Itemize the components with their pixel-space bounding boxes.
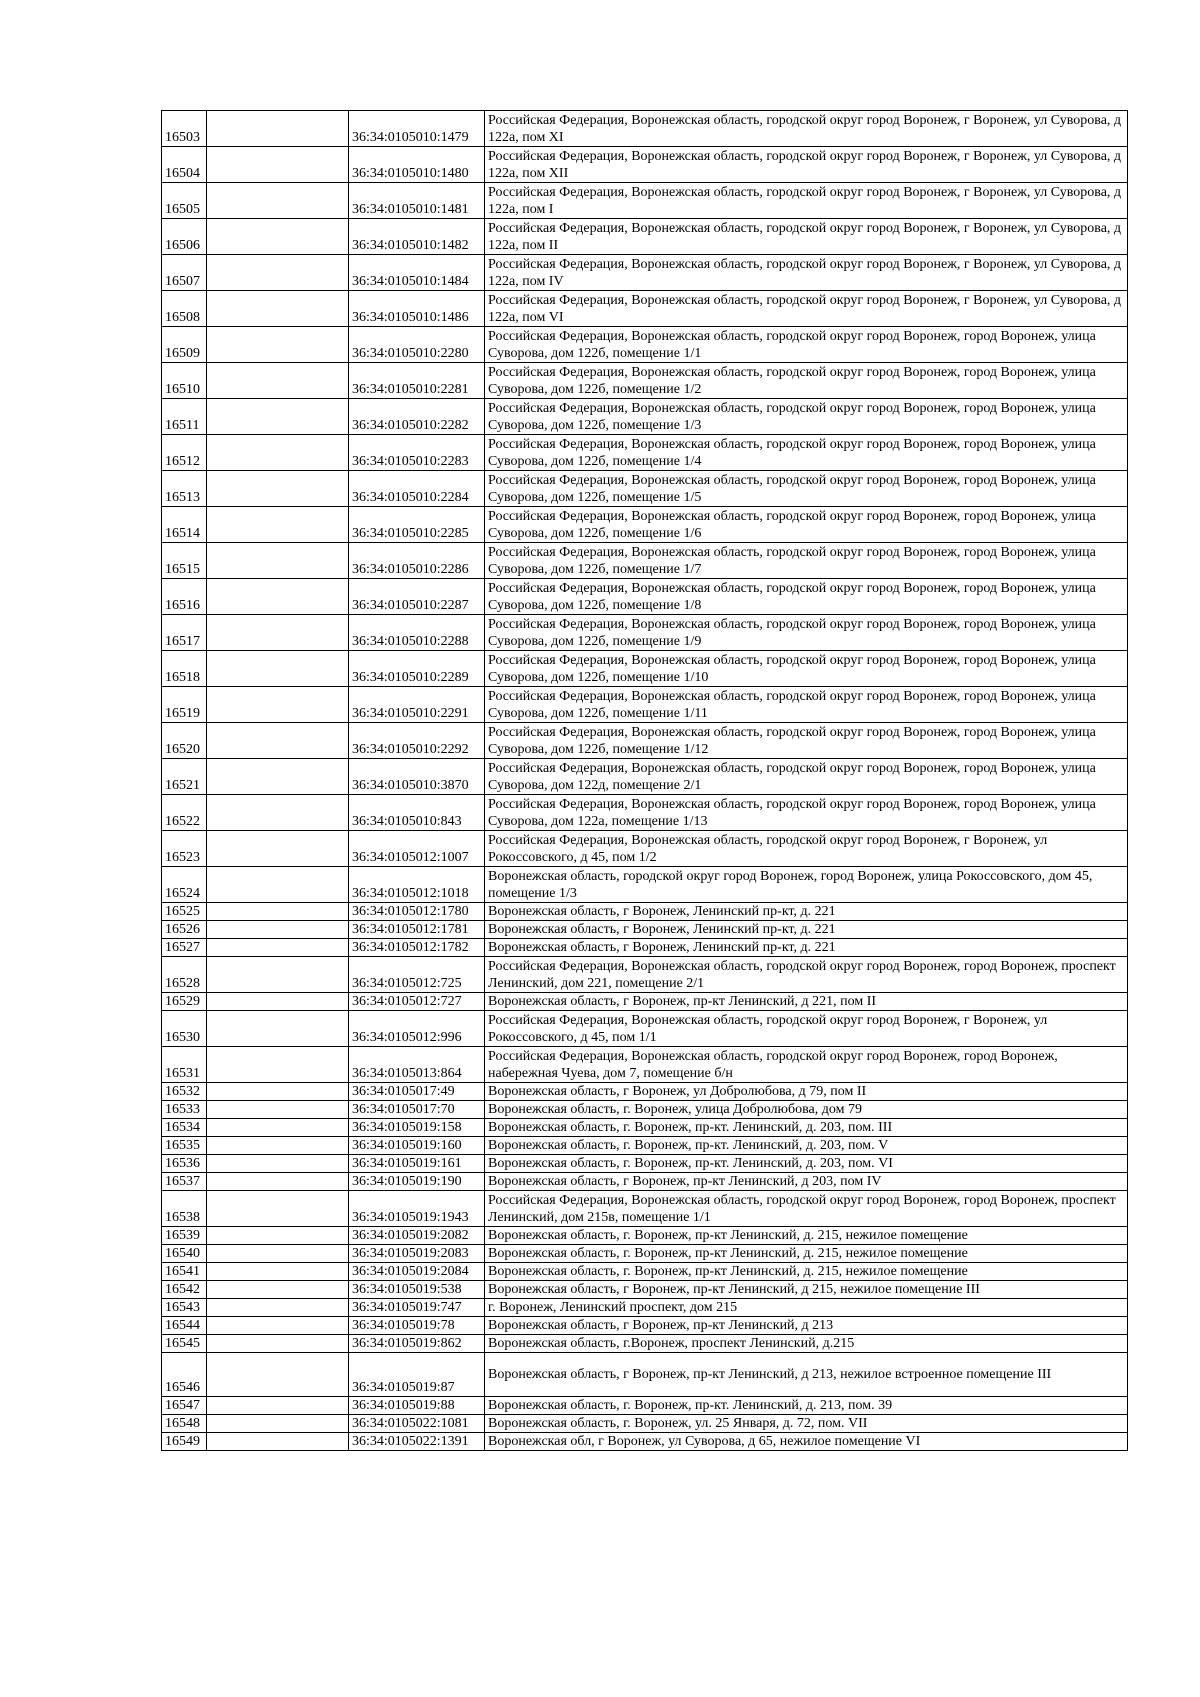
cadastral-number-cell: 36:34:0105010:2284 bbox=[349, 471, 485, 507]
table-row bbox=[162, 939, 1128, 957]
table-row bbox=[162, 759, 1128, 795]
address-cell: Российская Федерация, Воронежская область, городской округ город Воронеж, город Воронеж, улица Суворова, дом 122б, помещение 1/8 bbox=[485, 579, 1128, 615]
empty-cell bbox=[207, 1155, 349, 1173]
empty-cell bbox=[207, 723, 349, 759]
address-cell: Воронежская область, г Воронеж, пр-кт Ленинский, д 213 bbox=[485, 1317, 1128, 1335]
cadastral-number-cell: 36:34:0105010:1481 bbox=[349, 183, 485, 219]
address-cell: Российская Федерация, Воронежская область, городской округ город Воронеж, г Воронеж, ул Рокоссовского, д 45, пом 1/1 bbox=[485, 1011, 1128, 1047]
table-row bbox=[162, 1047, 1128, 1083]
registry-table bbox=[161, 110, 1128, 1451]
cadastral-number-cell: 36:34:0105010:1486 bbox=[349, 291, 485, 327]
empty-cell bbox=[207, 1299, 349, 1317]
address-cell: Воронежская область, г. Воронеж, пр-кт Ленинский, д. 215, нежилое помещение bbox=[485, 1227, 1128, 1245]
empty-cell bbox=[207, 615, 349, 651]
empty-cell bbox=[207, 291, 349, 327]
empty-cell bbox=[207, 831, 349, 867]
cadastral-number-cell: 36:34:0105017:70 bbox=[349, 1101, 485, 1119]
cadastral-number-cell: 36:34:0105019:160 bbox=[349, 1137, 485, 1155]
table-row bbox=[162, 435, 1128, 471]
row-number-cell: 16536 bbox=[162, 1155, 207, 1173]
empty-cell bbox=[207, 1137, 349, 1155]
cadastral-number-cell: 36:34:0105010:1484 bbox=[349, 255, 485, 291]
address-cell: Российская Федерация, Воронежская область, городской округ город Воронеж, город Воронеж, улица Суворова, дом 122б, помещение 1/5 bbox=[485, 471, 1128, 507]
table-row bbox=[162, 993, 1128, 1011]
table-row bbox=[162, 795, 1128, 831]
row-number-cell: 16503 bbox=[162, 111, 207, 147]
empty-cell bbox=[207, 1047, 349, 1083]
table-row bbox=[162, 471, 1128, 507]
table-row bbox=[162, 291, 1128, 327]
table-row bbox=[162, 1263, 1128, 1281]
address-cell: Воронежская область, г. Воронеж, улица Добролюбова, дом 79 bbox=[485, 1101, 1128, 1119]
table-row bbox=[162, 1227, 1128, 1245]
empty-cell bbox=[207, 1101, 349, 1119]
empty-cell bbox=[207, 183, 349, 219]
empty-cell bbox=[207, 795, 349, 831]
cadastral-number-cell: 36:34:0105012:727 bbox=[349, 993, 485, 1011]
cadastral-number-cell: 36:34:0105010:2292 bbox=[349, 723, 485, 759]
address-cell: Российская Федерация, Воронежская область, городской округ город Воронеж, город Воронеж, улица Суворова, дом 122б, помещение 1/9 bbox=[485, 615, 1128, 651]
cadastral-number-cell: 36:34:0105010:2291 bbox=[349, 687, 485, 723]
address-cell: Воронежская область, г. Воронеж, пр-кт Ленинский, д. 215, нежилое помещение bbox=[485, 1263, 1128, 1281]
cadastral-number-cell: 36:34:0105010:2286 bbox=[349, 543, 485, 579]
cadastral-number-cell: 36:34:0105019:747 bbox=[349, 1299, 485, 1317]
address-cell: Воронежская обл, г Воронеж, ул Суворова, д 65, нежилое помещение VI bbox=[485, 1433, 1128, 1451]
address-cell: Российская Федерация, Воронежская область, городской округ город Воронеж, г Воронеж, ул Суворова, д 122а, пом XII bbox=[485, 147, 1128, 183]
table-row bbox=[162, 543, 1128, 579]
row-number-cell: 16537 bbox=[162, 1173, 207, 1191]
address-cell: Российская Федерация, Воронежская область, городской округ город Воронеж, город Воронеж, улица Суворова, дом 122б, помещение 1/3 bbox=[485, 399, 1128, 435]
empty-cell bbox=[207, 255, 349, 291]
row-number-cell: 16543 bbox=[162, 1299, 207, 1317]
address-cell: Российская Федерация, Воронежская область, городской округ город Воронеж, г Воронеж, ул Суворова, д 122а, пом I bbox=[485, 183, 1128, 219]
empty-cell bbox=[207, 327, 349, 363]
empty-cell bbox=[207, 435, 349, 471]
row-number-cell: 16513 bbox=[162, 471, 207, 507]
row-number-cell: 16509 bbox=[162, 327, 207, 363]
empty-cell bbox=[207, 399, 349, 435]
empty-cell bbox=[207, 543, 349, 579]
table-row bbox=[162, 399, 1128, 435]
table-row bbox=[162, 1191, 1128, 1227]
cadastral-number-cell: 36:34:0105010:2281 bbox=[349, 363, 485, 399]
cadastral-number-cell: 36:34:0105012:1007 bbox=[349, 831, 485, 867]
empty-cell bbox=[207, 1119, 349, 1137]
address-cell: Воронежская область, г. Воронеж, пр-кт. Ленинский, д. 213, пом. 39 bbox=[485, 1397, 1128, 1415]
empty-cell bbox=[207, 1191, 349, 1227]
row-number-cell: 16542 bbox=[162, 1281, 207, 1299]
table-row bbox=[162, 1433, 1128, 1451]
cadastral-number-cell: 36:34:0105019:161 bbox=[349, 1155, 485, 1173]
row-number-cell: 16529 bbox=[162, 993, 207, 1011]
cadastral-number-cell: 36:34:0105019:88 bbox=[349, 1397, 485, 1415]
address-cell: Воронежская область, г. Воронеж, пр-кт. Ленинский, д. 203, пом. III bbox=[485, 1119, 1128, 1137]
address-cell: Воронежская область, г. Воронеж, пр-кт. Ленинский, д. 203, пом. VI bbox=[485, 1155, 1128, 1173]
empty-cell bbox=[207, 1245, 349, 1263]
table-row bbox=[162, 1011, 1128, 1047]
address-cell: Воронежская область, г. Воронеж, ул. 25 Января, д. 72, пом. VII bbox=[485, 1415, 1128, 1433]
table-row bbox=[162, 1119, 1128, 1137]
table-row bbox=[162, 1155, 1128, 1173]
table-row bbox=[162, 1415, 1128, 1433]
table-row bbox=[162, 219, 1128, 255]
empty-cell bbox=[207, 651, 349, 687]
row-number-cell: 16545 bbox=[162, 1335, 207, 1353]
row-number-cell: 16514 bbox=[162, 507, 207, 543]
address-cell: Воронежская область, г Воронеж, пр-кт Ленинский, д 215, нежилое помещение III bbox=[485, 1281, 1128, 1299]
table-row bbox=[162, 1317, 1128, 1335]
address-cell: Российская Федерация, Воронежская область, городской округ город Воронеж, город Воронеж, проспект Ленинский, дом 215в, помещение 1/1 bbox=[485, 1191, 1128, 1227]
cadastral-number-cell: 36:34:0105012:1018 bbox=[349, 867, 485, 903]
address-cell: Российская Федерация, Воронежская область, городской округ город Воронеж, г Воронеж, ул Суворова, д 122а, пом II bbox=[485, 219, 1128, 255]
cadastral-number-cell: 36:34:0105019:190 bbox=[349, 1173, 485, 1191]
address-cell: Воронежская область, г. Воронеж, пр-кт Ленинский, д. 215, нежилое помещение bbox=[485, 1245, 1128, 1263]
address-cell: Российская Федерация, Воронежская область, городской округ город Воронеж, г Воронеж, ул Суворова, д 122а, пом VI bbox=[485, 291, 1128, 327]
table-row bbox=[162, 1335, 1128, 1353]
address-cell: Российская Федерация, Воронежская область, городской округ город Воронеж, город Воронеж, улица Суворова, дом 122б, помещение 1/4 bbox=[485, 435, 1128, 471]
row-number-cell: 16532 bbox=[162, 1083, 207, 1101]
address-cell: Российская Федерация, Воронежская область, городской округ город Воронеж, г Воронеж, ул Суворова, д 122а, пом XI bbox=[485, 111, 1128, 147]
table-row bbox=[162, 579, 1128, 615]
cadastral-number-cell: 36:34:0105010:2289 bbox=[349, 651, 485, 687]
empty-cell bbox=[207, 111, 349, 147]
table-row bbox=[162, 1101, 1128, 1119]
address-cell: Российская Федерация, Воронежская область, городской округ город Воронеж, г Воронеж, ул Рокоссовского, д 45, пом 1/2 bbox=[485, 831, 1128, 867]
cadastral-number-cell: 36:34:0105019:1943 bbox=[349, 1191, 485, 1227]
row-number-cell: 16540 bbox=[162, 1245, 207, 1263]
table-row bbox=[162, 1353, 1128, 1397]
row-number-cell: 16512 bbox=[162, 435, 207, 471]
address-cell: Воронежская область, г.Воронеж, проспект Ленинский, д.215 bbox=[485, 1335, 1128, 1353]
empty-cell bbox=[207, 1263, 349, 1281]
empty-cell bbox=[207, 867, 349, 903]
cadastral-number-cell: 36:34:0105013:864 bbox=[349, 1047, 485, 1083]
row-number-cell: 16531 bbox=[162, 1047, 207, 1083]
cadastral-number-cell: 36:34:0105012:1781 bbox=[349, 921, 485, 939]
table-row bbox=[162, 687, 1128, 723]
address-cell: Воронежская область, г Воронеж, Ленинский пр-кт, д. 221 bbox=[485, 903, 1128, 921]
row-number-cell: 16511 bbox=[162, 399, 207, 435]
cadastral-number-cell: 36:34:0105019:862 bbox=[349, 1335, 485, 1353]
empty-cell bbox=[207, 1433, 349, 1451]
row-number-cell: 16522 bbox=[162, 795, 207, 831]
table-row bbox=[162, 921, 1128, 939]
empty-cell bbox=[207, 507, 349, 543]
registry-table-body bbox=[162, 111, 1128, 1451]
address-cell: Российская Федерация, Воронежская область, городской округ город Воронеж, город Воронеж, улица Суворова, дом 122д, помещение 2/1 bbox=[485, 759, 1128, 795]
empty-cell bbox=[207, 1083, 349, 1101]
row-number-cell: 16523 bbox=[162, 831, 207, 867]
cadastral-number-cell: 36:34:0105010:1482 bbox=[349, 219, 485, 255]
row-number-cell: 16521 bbox=[162, 759, 207, 795]
cadastral-number-cell: 36:34:0105019:2084 bbox=[349, 1263, 485, 1281]
empty-cell bbox=[207, 1317, 349, 1335]
empty-cell bbox=[207, 579, 349, 615]
cadastral-number-cell: 36:34:0105010:2285 bbox=[349, 507, 485, 543]
cadastral-number-cell: 36:34:0105022:1081 bbox=[349, 1415, 485, 1433]
row-number-cell: 16519 bbox=[162, 687, 207, 723]
empty-cell bbox=[207, 1397, 349, 1415]
address-cell: Российская Федерация, Воронежская область, городской округ город Воронеж, город Воронеж, улица Суворова, дом 122б, помещение 1/6 bbox=[485, 507, 1128, 543]
address-cell: Российская Федерация, Воронежская область, городской округ город Воронеж, город Воронеж, улица Суворова, дом 122б, помещение 1/1 bbox=[485, 327, 1128, 363]
cadastral-number-cell: 36:34:0105012:1782 bbox=[349, 939, 485, 957]
empty-cell bbox=[207, 147, 349, 183]
table-row bbox=[162, 147, 1128, 183]
address-cell: Российская Федерация, Воронежская область, городской округ город Воронеж, г Воронеж, ул Суворова, д 122а, пом IV bbox=[485, 255, 1128, 291]
empty-cell bbox=[207, 363, 349, 399]
row-number-cell: 16505 bbox=[162, 183, 207, 219]
empty-cell bbox=[207, 1281, 349, 1299]
row-number-cell: 16544 bbox=[162, 1317, 207, 1335]
table-row bbox=[162, 1173, 1128, 1191]
empty-cell bbox=[207, 1353, 349, 1397]
cadastral-number-cell: 36:34:0105010:2287 bbox=[349, 579, 485, 615]
table-row bbox=[162, 1245, 1128, 1263]
address-cell: Российская Федерация, Воронежская область, городской округ город Воронеж, город Воронеж, набережная Чуева, дом 7, помещение б/н bbox=[485, 1047, 1128, 1083]
table-row bbox=[162, 1137, 1128, 1155]
row-number-cell: 16548 bbox=[162, 1415, 207, 1433]
cadastral-number-cell: 36:34:0105010:3870 bbox=[349, 759, 485, 795]
address-cell: Российская Федерация, Воронежская область, городской округ город Воронеж, город Воронеж, улица Суворова, дом 122б, помещение 1/7 bbox=[485, 543, 1128, 579]
row-number-cell: 16527 bbox=[162, 939, 207, 957]
row-number-cell: 16510 bbox=[162, 363, 207, 399]
row-number-cell: 16539 bbox=[162, 1227, 207, 1245]
address-cell: Воронежская область, г Воронеж, ул Добролюбова, д 79, пом II bbox=[485, 1083, 1128, 1101]
table-row bbox=[162, 1083, 1128, 1101]
cadastral-number-cell: 36:34:0105010:1480 bbox=[349, 147, 485, 183]
row-number-cell: 16549 bbox=[162, 1433, 207, 1451]
cadastral-number-cell: 36:34:0105010:2282 bbox=[349, 399, 485, 435]
empty-cell bbox=[207, 1415, 349, 1433]
cadastral-number-cell: 36:34:0105012:996 bbox=[349, 1011, 485, 1047]
row-number-cell: 16525 bbox=[162, 903, 207, 921]
table-row bbox=[162, 363, 1128, 399]
empty-cell bbox=[207, 1011, 349, 1047]
empty-cell bbox=[207, 1227, 349, 1245]
empty-cell bbox=[207, 219, 349, 255]
empty-cell bbox=[207, 903, 349, 921]
row-number-cell: 16546 bbox=[162, 1353, 207, 1397]
cadastral-number-cell: 36:34:0105010:1479 bbox=[349, 111, 485, 147]
row-number-cell: 16507 bbox=[162, 255, 207, 291]
row-number-cell: 16547 bbox=[162, 1397, 207, 1415]
address-cell: Российская Федерация, Воронежская область, городской округ город Воронеж, город Воронеж, проспект Ленинский, дом 221, помещение 2/1 bbox=[485, 957, 1128, 993]
table-row bbox=[162, 507, 1128, 543]
empty-cell bbox=[207, 471, 349, 507]
address-cell: Российская Федерация, Воронежская область, городской округ город Воронеж, город Воронеж, улица Суворова, дом 122б, помещение 1/12 bbox=[485, 723, 1128, 759]
row-number-cell: 16516 bbox=[162, 579, 207, 615]
address-cell: Воронежская область, г Воронеж, пр-кт Ленинский, д 221, пом II bbox=[485, 993, 1128, 1011]
row-number-cell: 16526 bbox=[162, 921, 207, 939]
cadastral-number-cell: 36:34:0105019:538 bbox=[349, 1281, 485, 1299]
cadastral-number-cell: 36:34:0105012:1780 bbox=[349, 903, 485, 921]
table-row bbox=[162, 903, 1128, 921]
address-cell: Воронежская область, г Воронеж, пр-кт Ленинский, д 203, пом IV bbox=[485, 1173, 1128, 1191]
table-row bbox=[162, 1299, 1128, 1317]
cadastral-number-cell: 36:34:0105019:2082 bbox=[349, 1227, 485, 1245]
row-number-cell: 16524 bbox=[162, 867, 207, 903]
address-cell: Российская Федерация, Воронежская область, городской округ город Воронеж, город Воронеж, улица Суворова, дом 122б, помещение 1/2 bbox=[485, 363, 1128, 399]
empty-cell bbox=[207, 939, 349, 957]
empty-cell bbox=[207, 993, 349, 1011]
address-cell: Воронежская область, г Воронеж, пр-кт Ленинский, д 213, нежилое встроенное помещение III bbox=[485, 1353, 1128, 1397]
address-cell: Российская Федерация, Воронежская область, городской округ город Воронеж, город Воронеж, улица Суворова, дом 122б, помещение 1/11 bbox=[485, 687, 1128, 723]
empty-cell bbox=[207, 957, 349, 993]
cadastral-number-cell: 36:34:0105012:725 bbox=[349, 957, 485, 993]
address-cell: Воронежская область, г Воронеж, Ленинский пр-кт, д. 221 bbox=[485, 939, 1128, 957]
cadastral-number-cell: 36:34:0105010:843 bbox=[349, 795, 485, 831]
table-row bbox=[162, 327, 1128, 363]
cadastral-number-cell: 36:34:0105022:1391 bbox=[349, 1433, 485, 1451]
row-number-cell: 16541 bbox=[162, 1263, 207, 1281]
row-number-cell: 16535 bbox=[162, 1137, 207, 1155]
row-number-cell: 16530 bbox=[162, 1011, 207, 1047]
table-row bbox=[162, 255, 1128, 291]
table-row bbox=[162, 111, 1128, 147]
address-cell: г. Воронеж, Ленинский проспект, дом 215 bbox=[485, 1299, 1128, 1317]
table-row bbox=[162, 183, 1128, 219]
row-number-cell: 16518 bbox=[162, 651, 207, 687]
address-cell: Российская Федерация, Воронежская область, городской округ город Воронеж, город Воронеж, улица Суворова, дом 122б, помещение 1/10 bbox=[485, 651, 1128, 687]
row-number-cell: 16515 bbox=[162, 543, 207, 579]
cadastral-number-cell: 36:34:0105019:87 bbox=[349, 1353, 485, 1397]
cadastral-number-cell: 36:34:0105019:78 bbox=[349, 1317, 485, 1335]
table-row bbox=[162, 615, 1128, 651]
empty-cell bbox=[207, 1335, 349, 1353]
table-row bbox=[162, 723, 1128, 759]
row-number-cell: 16533 bbox=[162, 1101, 207, 1119]
cadastral-number-cell: 36:34:0105010:2288 bbox=[349, 615, 485, 651]
cadastral-number-cell: 36:34:0105017:49 bbox=[349, 1083, 485, 1101]
cadastral-number-cell: 36:34:0105010:2280 bbox=[349, 327, 485, 363]
row-number-cell: 16534 bbox=[162, 1119, 207, 1137]
address-cell: Воронежская область, г Воронеж, Ленинский пр-кт, д. 221 bbox=[485, 921, 1128, 939]
row-number-cell: 16504 bbox=[162, 147, 207, 183]
row-number-cell: 16506 bbox=[162, 219, 207, 255]
address-cell: Воронежская область, г. Воронеж, пр-кт. Ленинский, д. 203, пом. V bbox=[485, 1137, 1128, 1155]
cadastral-number-cell: 36:34:0105010:2283 bbox=[349, 435, 485, 471]
row-number-cell: 16538 bbox=[162, 1191, 207, 1227]
empty-cell bbox=[207, 759, 349, 795]
row-number-cell: 16528 bbox=[162, 957, 207, 993]
row-number-cell: 16517 bbox=[162, 615, 207, 651]
row-number-cell: 16508 bbox=[162, 291, 207, 327]
table-row bbox=[162, 831, 1128, 867]
cadastral-number-cell: 36:34:0105019:158 bbox=[349, 1119, 485, 1137]
row-number-cell: 16520 bbox=[162, 723, 207, 759]
cadastral-number-cell: 36:34:0105019:2083 bbox=[349, 1245, 485, 1263]
address-cell: Российская Федерация, Воронежская область, городской округ город Воронеж, город Воронеж, улица Суворова, дом 122а, помещение 1/13 bbox=[485, 795, 1128, 831]
table-row bbox=[162, 651, 1128, 687]
empty-cell bbox=[207, 1173, 349, 1191]
table-row bbox=[162, 957, 1128, 993]
table-row bbox=[162, 1397, 1128, 1415]
table-row bbox=[162, 867, 1128, 903]
address-cell: Воронежская область, городской округ город Воронеж, город Воронеж, улица Рокоссовского, дом 45, помещение 1/3 bbox=[485, 867, 1128, 903]
empty-cell bbox=[207, 921, 349, 939]
table-row bbox=[162, 1281, 1128, 1299]
empty-cell bbox=[207, 687, 349, 723]
